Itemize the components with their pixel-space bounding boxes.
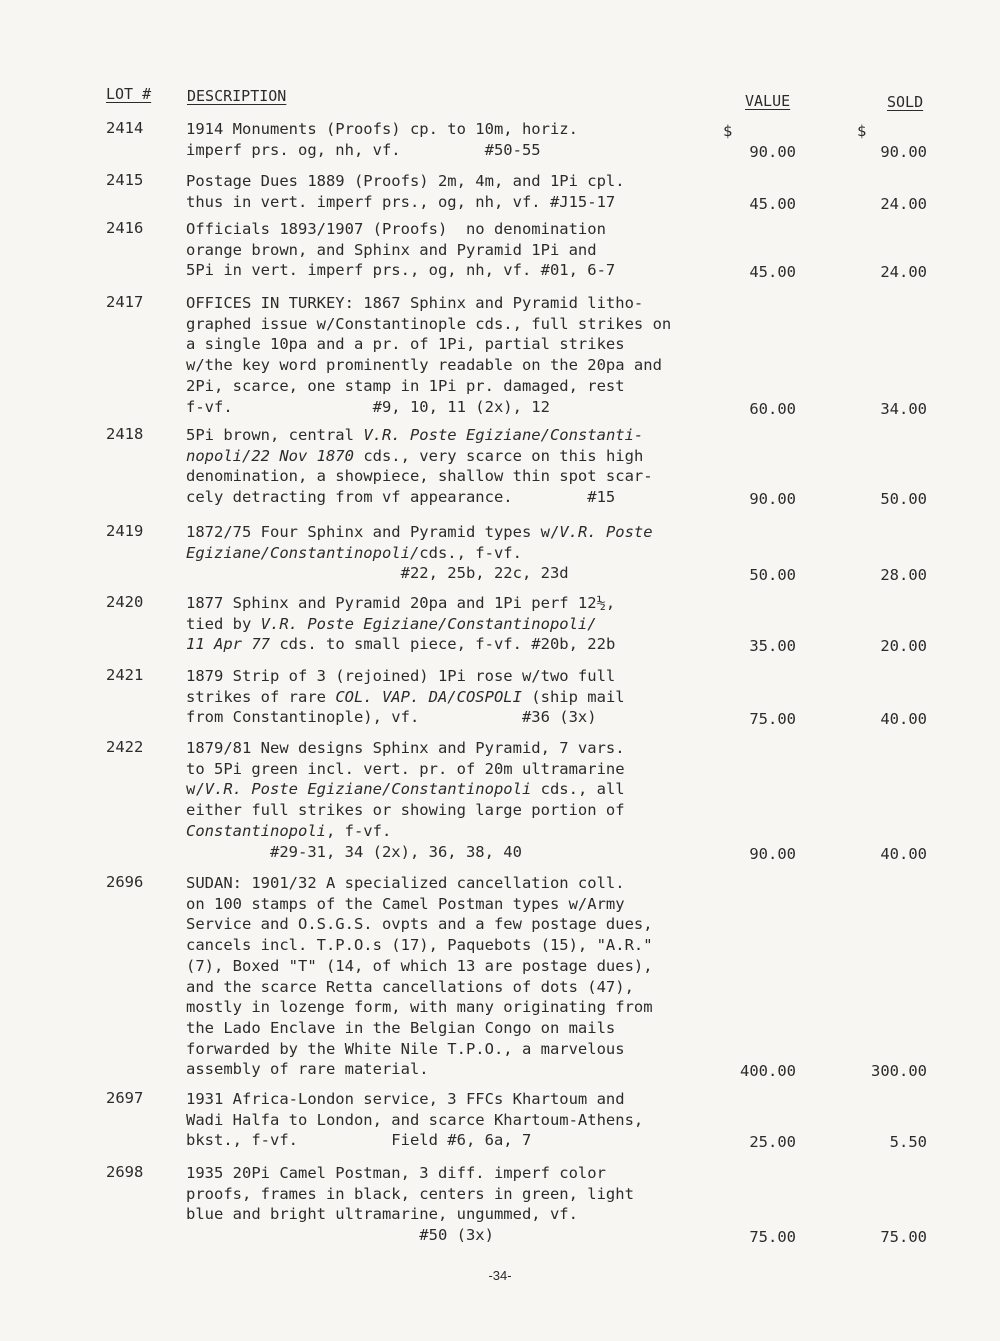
description-line: strikes of rare COL. VAP. DA/COSPOLI (ship mail xyxy=(186,687,625,706)
lot-description xyxy=(186,873,726,1080)
description-line: bkst., f-vf. Field #6, 6a, 7 xyxy=(186,1131,532,1150)
lot-description xyxy=(186,593,726,655)
lot-value: 35.00 xyxy=(749,637,796,656)
description-line: denomination, a showpiece, shallow thin spot scar- xyxy=(186,467,653,486)
lot-sold-price: 90.00 xyxy=(880,143,927,161)
description-line: blue and bright ultramarine, ungummed, vf. xyxy=(186,1205,578,1224)
lot-sold-price: 24.00 xyxy=(880,194,927,213)
description-line: and the scarce Retta cancellations of dots (47), xyxy=(186,977,634,996)
lot-number: 2420 xyxy=(106,593,144,611)
lot-sold-price: 75.00 xyxy=(880,1228,927,1247)
lot-number: 2696 xyxy=(106,873,144,891)
value-column-header: VALUE xyxy=(745,92,791,110)
lot-description xyxy=(186,119,726,160)
description-line: 1879 Strip of 3 (rejoined) 1Pi rose w/two full xyxy=(186,667,616,685)
value-currency-symbol: $ xyxy=(723,122,733,140)
lot-number: 2421 xyxy=(106,666,144,684)
description-line: Postage Dues 1889 (Proofs) 2m, 4m, and 1Pi cpl. xyxy=(186,172,625,190)
description-line: #50 (3x) xyxy=(186,1226,494,1245)
lot-value: 60.00 xyxy=(749,399,796,418)
lot-sold-price: 40.00 xyxy=(880,844,927,863)
description-line: #29-31, 34 (2x), 36, 38, 40 xyxy=(186,842,522,861)
lot-value: 45.00 xyxy=(749,263,796,282)
lot-description xyxy=(186,738,726,862)
description-line: orange brown, and Sphinx and Pyramid 1Pi and xyxy=(186,240,597,259)
lot-value: 25.00 xyxy=(749,1133,796,1152)
description-line: w/the key word prominently readable on the 20pa and xyxy=(186,356,662,375)
lot-number: 2422 xyxy=(106,738,144,756)
lot-description xyxy=(186,522,726,584)
sold-currency-symbol: $ xyxy=(857,122,867,140)
description-line: proofs, frames in black, centers in green, light xyxy=(186,1184,634,1203)
description-line: Officials 1893/1907 (Proofs) no denomination xyxy=(186,220,606,238)
lot-number: 2415 xyxy=(106,171,144,189)
description-line: 5Pi brown, central V.R. Poste Egiziane/Constanti- xyxy=(186,426,644,444)
lot-description xyxy=(186,1163,726,1246)
lot-sold-price: 34.00 xyxy=(880,399,927,418)
description-line: graphed issue w/Constantinople cds., full strikes on xyxy=(186,314,672,333)
lot-description xyxy=(186,171,726,212)
description-line: assembly of rare material. xyxy=(186,1060,429,1079)
description-line: Constantinopoli, f-vf. xyxy=(186,821,392,840)
description-line: the Lado Enclave in the Belgian Congo on mails xyxy=(186,1018,616,1037)
lot-value: 90.00 xyxy=(749,143,796,161)
description-line: on 100 stamps of the Camel Postman types w/Army xyxy=(186,894,625,913)
description-line: SUDAN: 1901/32 A specialized cancellation coll. xyxy=(186,874,625,892)
description-line: tied by V.R. Poste Egiziane/Constantinopoli/ xyxy=(186,614,597,633)
lot-description xyxy=(186,425,726,508)
description-line: to 5Pi green incl. vert. pr. of 20m ultramarine xyxy=(186,759,625,778)
lot-number: 2697 xyxy=(106,1089,144,1107)
sold-column-header: SOLD xyxy=(887,93,924,111)
lot-number: 2417 xyxy=(106,293,144,311)
lot-value: 90.00 xyxy=(749,490,796,509)
lot-number: 2698 xyxy=(106,1163,144,1181)
description-line: Egiziane/Constantinopoli/cds., f-vf. xyxy=(186,543,522,562)
description-line: 1931 Africa-London service, 3 FFCs Khartoum and xyxy=(186,1090,625,1108)
lot-number: 2414 xyxy=(106,119,144,137)
description-line: forwarded by the White Nile T.P.O., a marvelous xyxy=(186,1039,625,1058)
lot-number: 2416 xyxy=(106,219,144,237)
lot-description xyxy=(186,293,726,417)
description-line: 1914 Monuments (Proofs) cp. to 10m, horiz. xyxy=(186,120,578,138)
description-line: either full strikes or showing large portion of xyxy=(186,801,625,820)
lot-number: 2419 xyxy=(106,522,144,540)
description-line: #22, 25b, 22c, 23d xyxy=(186,564,569,583)
lot-sold-price: 50.00 xyxy=(880,490,927,509)
lot-description xyxy=(186,219,726,281)
lot-description xyxy=(186,1089,726,1151)
description-column-header: DESCRIPTION xyxy=(187,87,287,105)
lot-value: 75.00 xyxy=(749,1228,796,1247)
description-line: mostly in lozenge form, with many originating from xyxy=(186,998,653,1017)
lot-value: 50.00 xyxy=(749,566,796,585)
description-line: 1872/75 Four Sphinx and Pyramid types w/V.R. Poste xyxy=(186,523,653,541)
description-line: 5Pi in vert. imperf prs., og, nh, vf. #01, 6-7 xyxy=(186,261,616,280)
lot-sold-price: 300.00 xyxy=(871,1062,927,1081)
description-line: 11 Apr 77 cds. to small piece, f-vf. #20b, 22b xyxy=(186,635,616,654)
lot-sold-price: 28.00 xyxy=(880,566,927,585)
lot-column-header: LOT # xyxy=(106,85,152,103)
lot-value: 75.00 xyxy=(749,710,796,729)
lot-value: 90.00 xyxy=(749,844,796,863)
lot-description xyxy=(186,666,726,728)
lot-sold-price: 5.50 xyxy=(889,1133,927,1152)
description-line: OFFICES IN TURKEY: 1867 Sphinx and Pyramid litho- xyxy=(186,294,644,312)
description-line: a single 10pa and a pr. of 1Pi, partial strikes xyxy=(186,335,625,354)
page-number: -34- xyxy=(488,1268,512,1283)
lot-value: 45.00 xyxy=(749,194,796,213)
description-line: cely detracting from vf appearance. #15 xyxy=(186,488,616,507)
description-line: 2Pi, scarce, one stamp in 1Pi pr. damaged, rest xyxy=(186,376,625,395)
description-line: f-vf. #9, 10, 11 (2x), 12 xyxy=(186,397,550,416)
description-line: thus in vert. imperf prs., og, nh, vf. #J15-17 xyxy=(186,192,616,211)
description-line: Service and O.S.G.S. ovpts and a few postage dues, xyxy=(186,915,653,934)
description-line: cancels incl. T.P.O.s (17), Paquebots (15), "A.R." xyxy=(186,936,653,955)
lot-sold-price: 24.00 xyxy=(880,263,927,282)
lot-sold-price: 20.00 xyxy=(880,637,927,656)
description-line: 1877 Sphinx and Pyramid 20pa and 1Pi perf 12½, xyxy=(186,594,616,612)
lot-value: 400.00 xyxy=(740,1062,796,1081)
lot-sold-price: 40.00 xyxy=(880,710,927,729)
lot-number: 2418 xyxy=(106,425,144,443)
description-line: imperf prs. og, nh, vf. #50-55 xyxy=(186,140,541,159)
description-line: from Constantinople), vf. #36 (3x) xyxy=(186,708,597,727)
description-line: 1935 20Pi Camel Postman, 3 diff. imperf color xyxy=(186,1164,606,1182)
description-line: w/V.R. Poste Egiziane/Constantinopoli cds., all xyxy=(186,780,625,799)
description-line: nopoli/22 Nov 1870 cds., very scarce on this high xyxy=(186,446,644,465)
description-line: 1879/81 New designs Sphinx and Pyramid, 7 vars. xyxy=(186,739,625,757)
description-line: Wadi Halfa to London, and scarce Khartoum-Athens, xyxy=(186,1110,644,1129)
description-line: (7), Boxed "T" (14, of which 13 are postage dues), xyxy=(186,956,653,975)
